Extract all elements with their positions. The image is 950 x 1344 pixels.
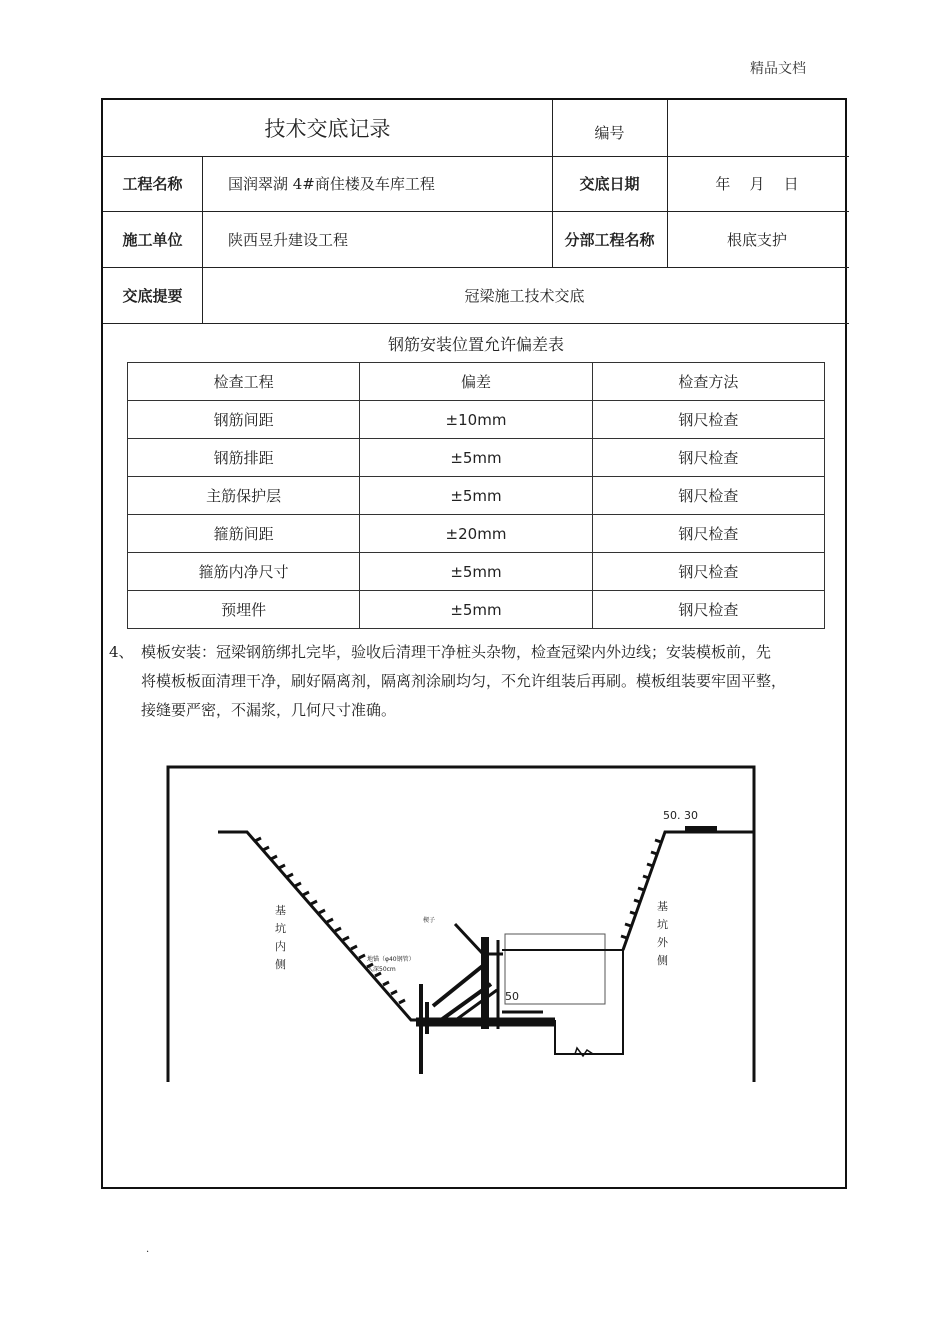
inner-label-char: 基 — [275, 904, 286, 917]
elevation-top: 50. 30 — [663, 809, 698, 822]
date-label: 交底日期 — [579, 175, 640, 193]
table-row — [128, 515, 825, 553]
table-cell: ±5mm — [360, 477, 592, 515]
table-cell: ±5mm — [360, 439, 592, 477]
table-row — [128, 477, 825, 515]
table-header: 检查方法 — [592, 363, 824, 401]
anchor-label: 地锚（φ40钢管） — [367, 956, 415, 963]
deviation-table-title: 钢筋安装位置允许偏差表 — [387, 335, 564, 354]
date-value: 年 月 日 — [715, 175, 799, 193]
elevation-marker — [685, 826, 717, 833]
outer-label-char: 侧 — [657, 954, 668, 967]
project-value: 国润翠湖 4#商住楼及车库工程 — [228, 175, 435, 193]
anchor-depth-label: 入深50cm — [367, 966, 396, 973]
wedge-pointer — [455, 924, 503, 954]
table-cell: 箍筋间距 — [128, 515, 360, 553]
paragraph-line: 将模板板面清理干净，刷好隔离剂，隔离剂涂刷均匀，不允许组装后再刷。模板组装要牢固平整， — [141, 672, 787, 690]
table-cell: ±5mm — [360, 553, 592, 591]
table-cell: 钢尺检查 — [592, 591, 824, 629]
table-cell: 钢筋间距 — [128, 401, 360, 439]
table-cell: 主筋保护层 — [128, 477, 360, 515]
table-row — [128, 439, 825, 477]
outer-label-char: 基 — [657, 900, 668, 913]
crown-beam-outline — [505, 934, 605, 1004]
table-row — [128, 553, 825, 591]
watermark: 精品文档 — [750, 61, 806, 77]
table-cell: 钢尺检查 — [592, 477, 824, 515]
table-cell: ±5mm — [360, 591, 592, 629]
table-header: 偏差 — [360, 363, 592, 401]
deviation-table — [127, 362, 825, 629]
table-cell: ±20mm — [360, 515, 592, 553]
footer-dot: . — [146, 1244, 150, 1255]
formwork-paragraph — [109, 638, 849, 725]
table-cell: ±10mm — [360, 401, 592, 439]
table-row — [128, 591, 825, 629]
table-cell: 钢筋排距 — [128, 439, 360, 477]
outer-label-char: 外 — [657, 936, 668, 949]
row-divider — [103, 323, 849, 324]
paragraph-line: 模板安装：冠梁钢筋绑扎完毕，验收后清理干净桩头杂物，检查冠梁内外边线；安装模板前，先 — [141, 643, 772, 661]
subproject-label: 分部工程名称 — [564, 230, 655, 249]
diagonal-brace — [433, 964, 485, 1006]
paragraph-number: 4、 — [109, 643, 134, 661]
summary-value: 冠梁施工技术交底 — [464, 286, 585, 305]
unit-value: 陕西昱升建设工程 — [228, 230, 349, 249]
inner-label-char: 侧 — [275, 958, 286, 971]
table-row — [128, 401, 825, 439]
record-form — [101, 98, 847, 1189]
inner-label-char: 坑 — [275, 922, 286, 935]
number-label: 编号 — [594, 123, 625, 142]
table-cell: 预埋件 — [128, 591, 360, 629]
table-header: 检查工程 — [128, 363, 360, 401]
pit-inner-slope — [218, 832, 417, 1020]
table-cell: 箍筋内净尺寸 — [128, 553, 360, 591]
table-cell: 钢尺检查 — [592, 515, 824, 553]
wedge-label: 楔子 — [423, 917, 436, 924]
table-cell: 钢尺检查 — [592, 553, 824, 591]
outer-label-char: 坑 — [657, 918, 668, 931]
slope-hatching-left — [255, 838, 405, 1003]
subproject-value: 根底支护 — [726, 230, 787, 249]
table-cell: 钢尺检查 — [592, 439, 824, 477]
table-header-row — [128, 363, 825, 401]
slope-hatching-right — [621, 840, 661, 938]
summary-label: 交底提要 — [122, 286, 183, 305]
number-value[interactable] — [667, 100, 847, 156]
project-label: 工程名称 — [122, 175, 183, 193]
unit-label: 施工单位 — [122, 230, 183, 249]
crown-beam-formwork-drawing — [165, 764, 757, 1082]
elevation-mid: 50 — [505, 990, 519, 1003]
paragraph-line: 接缝要严密，不漏浆，几何尺寸准确。 — [141, 701, 397, 719]
inner-label-char: 内 — [275, 940, 286, 953]
table-cell: 钢尺检查 — [592, 401, 824, 439]
form-title: 技术交底记录 — [264, 117, 391, 141]
